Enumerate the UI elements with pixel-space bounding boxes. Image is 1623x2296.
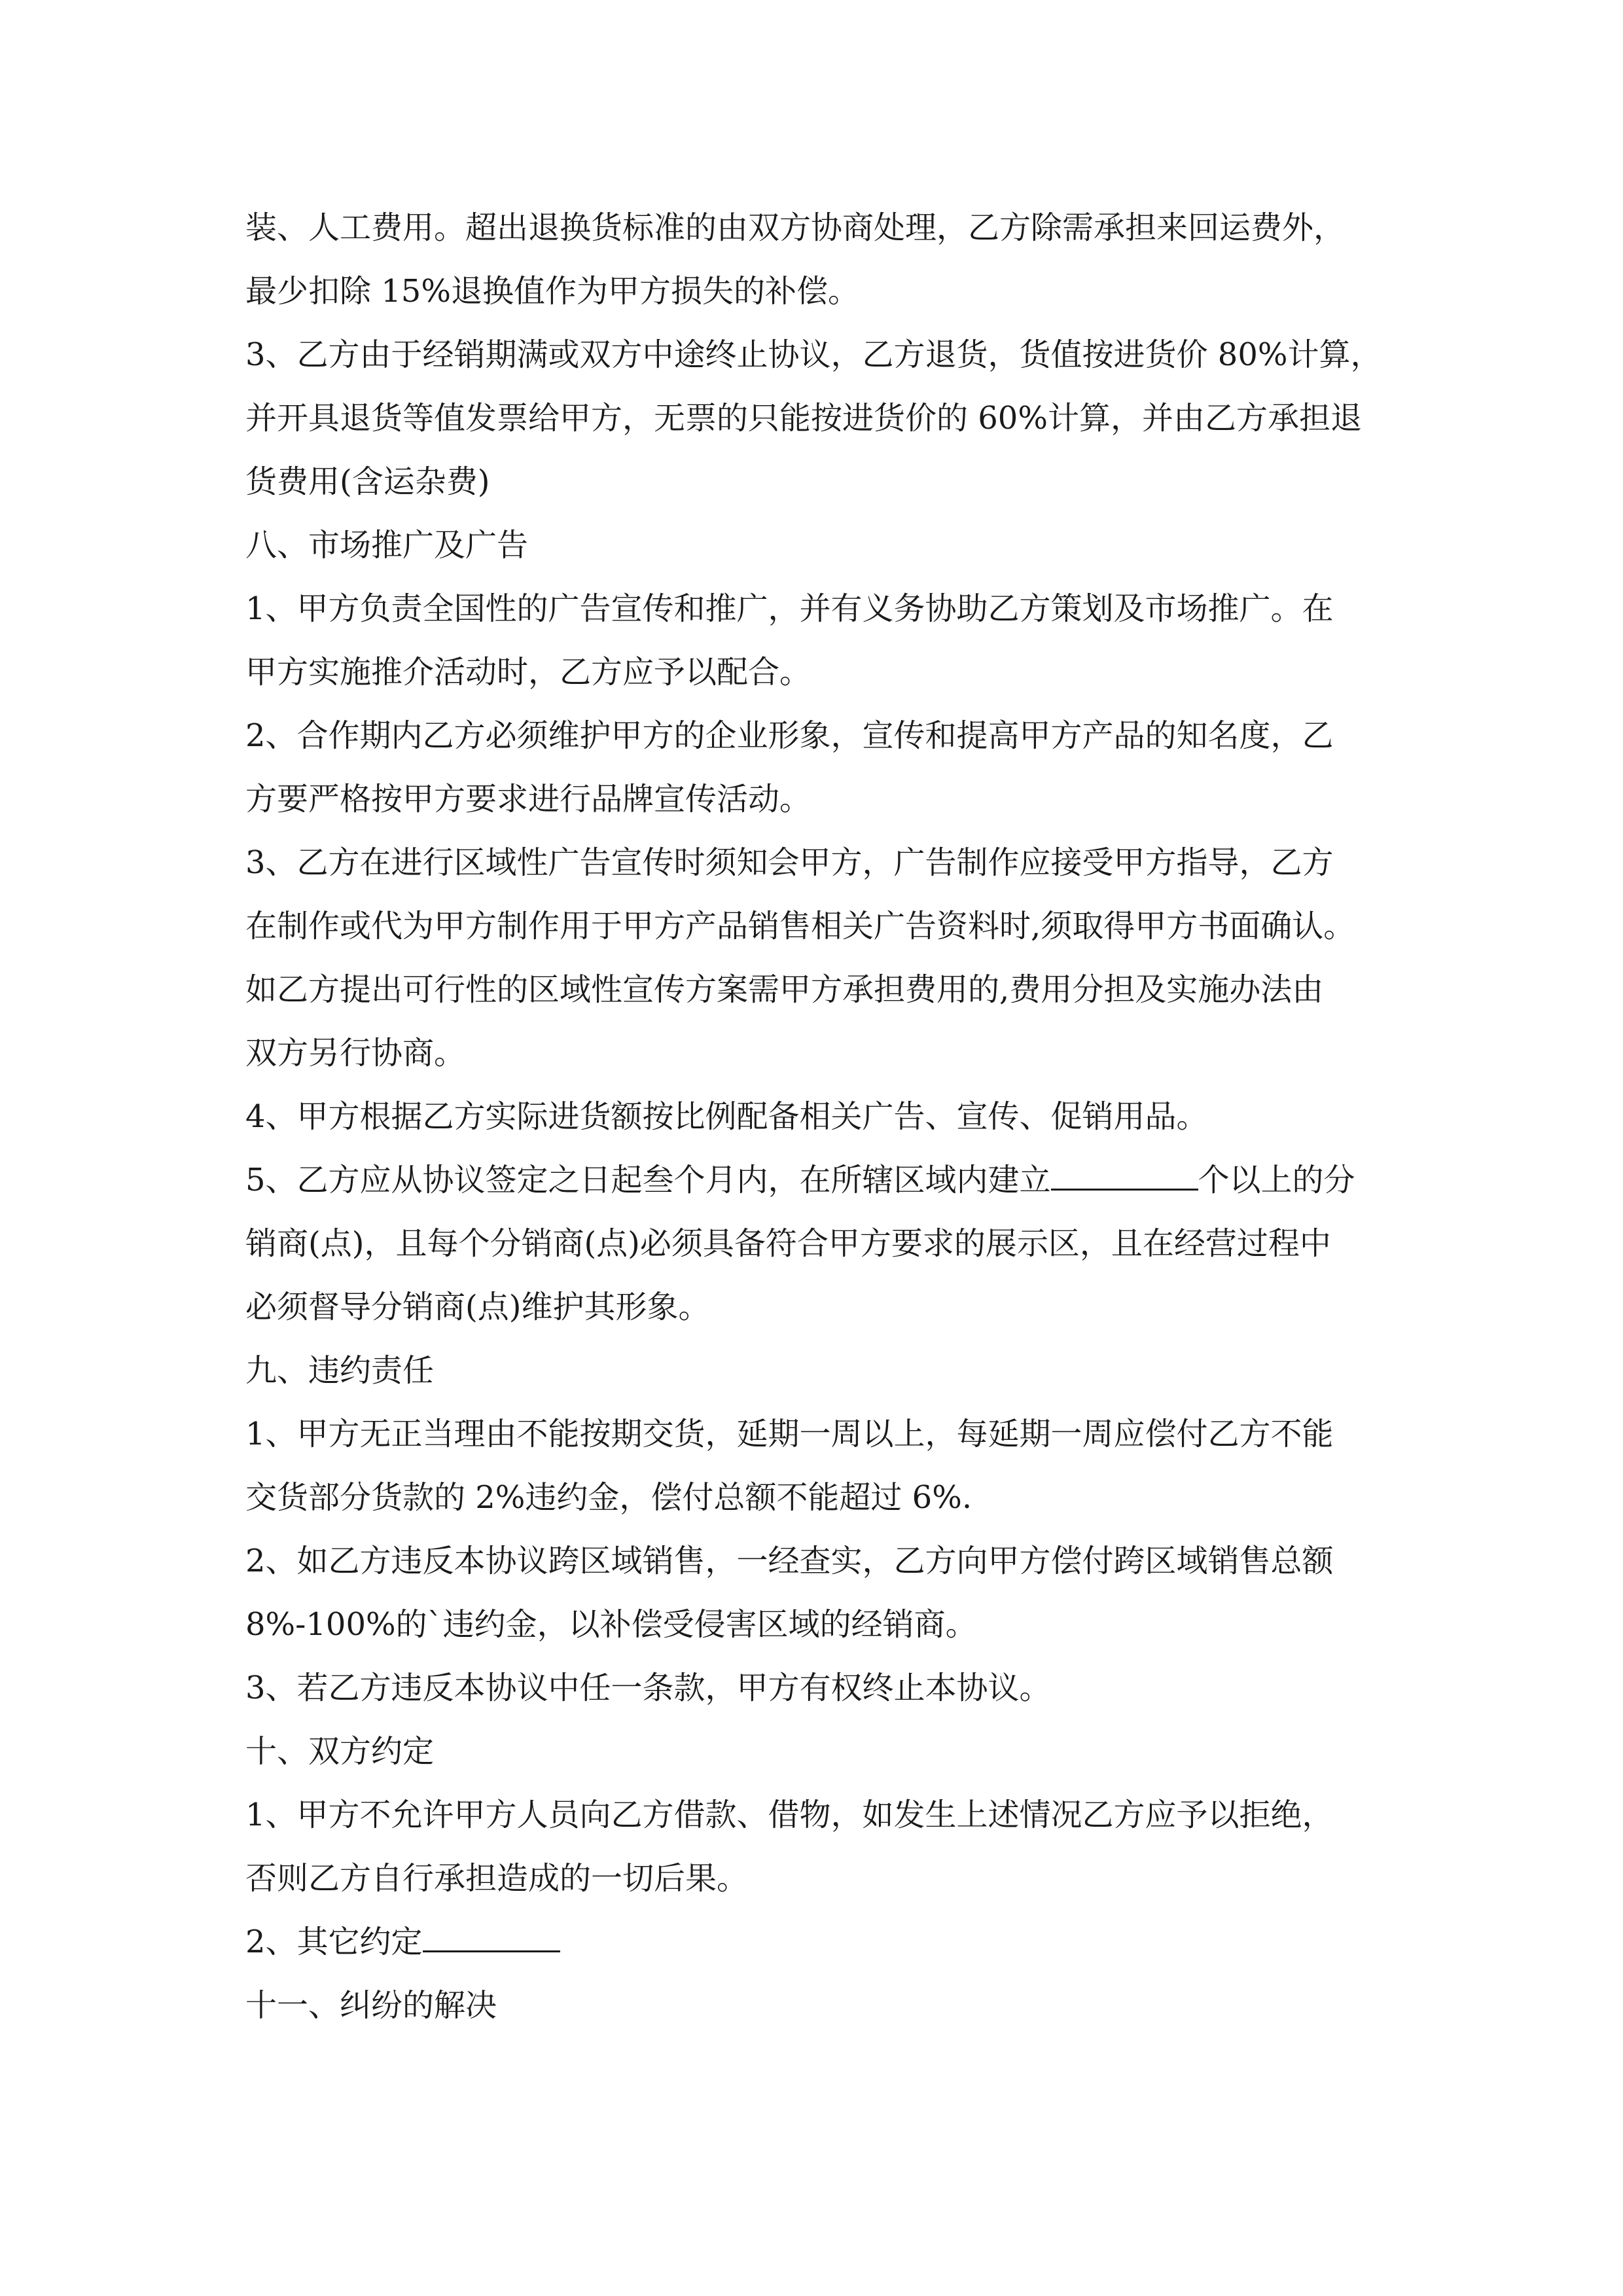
paragraph-line-with-blank [245,1149,1384,1212]
fill-in-blank [1051,1152,1198,1191]
paragraph-line-with-blank [245,1910,1384,1974]
paragraph-line: 3、乙方由于经销期满或双方中途终止协议，乙方退货，货值按进货价 80%计算， [245,336,1382,373]
section-heading: 十一、纠纷的解决 [245,1987,497,2024]
paragraph-line: 在制作或代为甲方制作用于甲方产品销售相关广告资料时,须取得甲方书面确认。 [245,908,1355,944]
paragraph-line: 否则乙方自行承担造成的一切后果。 [245,1860,749,1897]
paragraph-line: 3、乙方在进行区域性广告宣传时须知会甲方，广告制作应接受甲方指导，乙方 [245,844,1334,881]
paragraph-line: 必须督导分销商(点)维护其形象。 [245,1289,710,1325]
paragraph-line: 交货部分货款的 2%违约金，偿付总额不能超过 6%. [245,1479,972,1516]
paragraph-line: 1、甲方负责全国性的广告宣传和推广，并有义务协助乙方策划及市场推广。在 [245,590,1334,627]
document-page [245,196,1384,2037]
section-heading: 九、违约责任 [245,1352,435,1389]
clause-text: 2、其它约定 [245,1924,423,1960]
paragraph-line: 甲方实施推介活动时，乙方应予以配合。 [245,654,812,691]
paragraph-line: 如乙方提出可行性的区域性宣传方案需甲方承担费用的,费用分担及实施办法由 [245,971,1324,1008]
paragraph-line: 3、若乙方违反本协议中任一条款，甲方有权终止本协议。 [245,1670,1051,1706]
section-heading: 八、市场推广及广告 [245,527,529,564]
paragraph-line: 4、甲方根据乙方实际进货额按比例配备相关广告、宣传、促销用品。 [245,1098,1208,1135]
paragraph-line: 双方另行协商。 [245,1035,466,1071]
clause-text: 5、乙方应从协议签定之日起叁个月内，在所辖区域内建立 [245,1162,1051,1198]
paragraph-line: 销商(点)，且每个分销商(点)必须具备符合甲方要求的展示区，且在经营过程中 [245,1225,1331,1262]
paragraph-line: 8%-100%的`违约金，以补偿受侵害区域的经销商。 [245,1606,977,1643]
section-heading: 十、双方约定 [245,1733,435,1770]
paragraph-line: 2、合作期内乙方必须维护甲方的企业形象，宣传和提高甲方产品的知名度，乙 [245,717,1334,754]
paragraph-line: 1、甲方无正当理由不能按期交货，延期一周以上，每延期一周应偿付乙方不能 [245,1416,1334,1452]
fill-in-blank [423,1914,560,1952]
paragraph-line: 最少扣除 15%退换值作为甲方损失的补偿。 [245,273,859,310]
paragraph-line: 并开具退货等值发票给甲方，无票的只能按进货价的 60%计算，并由乙方承担退 [245,400,1362,437]
clause-text: 个以上的分 [1198,1162,1355,1198]
paragraph-line: 货费用(含运杂费) [245,463,490,500]
paragraph-line: 方要严格按甲方要求进行品牌宣传活动。 [245,781,812,817]
paragraph-line: 装、人工费用。超出退换货标准的由双方协商处理，乙方除需承担来回运费外， [245,209,1346,246]
paragraph-line: 1、甲方不允许甲方人员向乙方借款、借物，如发生上述情况乙方应予以拒绝， [245,1797,1334,1833]
paragraph-line: 2、如乙方违反本协议跨区域销售，一经查实，乙方向甲方偿付跨区域销售总额 [245,1543,1334,1579]
